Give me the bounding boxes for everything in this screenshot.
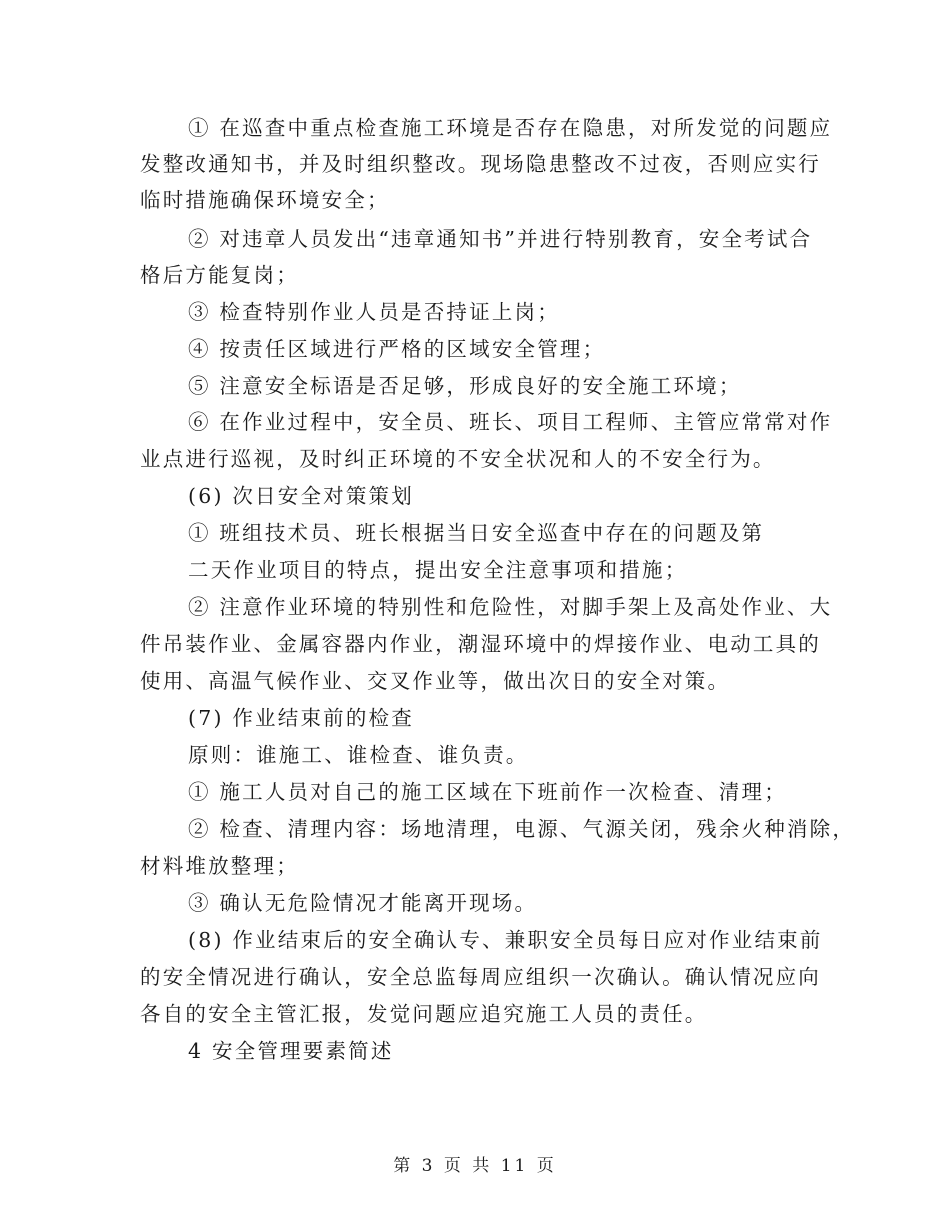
- paragraph-line: ② 对违章人员发出“违章通知书”并进行特别教育，安全考试合: [188, 227, 813, 251]
- page-number-footer: 第 3 页 共 11 页: [393, 1156, 557, 1176]
- paragraph-line: 使用、高温气候作业、交叉作业等，做出次日的安全对策。: [140, 669, 731, 693]
- paragraph-line: 二天作业项目的特点，提出安全注意事项和措施；: [188, 558, 688, 582]
- paragraph-line: ③ 确认无危险情况才能离开现场。: [188, 891, 538, 915]
- paragraph-line: ① 在巡查中重点检查施工环境是否存在隐患，对所发觉的问题应: [188, 116, 833, 140]
- paragraph-line: 临时措施确保环境安全；: [140, 188, 390, 212]
- section-heading: (6) 次日安全对策策划: [188, 484, 414, 508]
- paragraph-line: ① 班组技术员、班长根据当日安全巡查中存在的问题及第: [188, 521, 765, 545]
- section-heading: (7) 作业结束前的检查: [188, 706, 414, 730]
- paragraph-line: ② 注意作业环境的特别性和危险性，对脚手架上及高处作业、大: [188, 595, 833, 619]
- paragraph-line: 原则：谁施工、谁检查、谁负责。: [188, 743, 529, 767]
- paragraph-line: ⑥ 在作业过程中，安全员、班长、项目工程师、主管应常常对作: [188, 410, 833, 434]
- paragraph-line: ① 施工人员对自己的施工区域在下班前作一次检查、清理；: [188, 780, 787, 804]
- paragraph-line: 格后方能复岗；: [140, 263, 299, 287]
- paragraph-line: ④ 按责任区域进行严格的区域安全管理；: [188, 337, 606, 361]
- paragraph-line: ③ 检查特别作业人员是否持证上岗；: [188, 300, 560, 324]
- paragraph-line: 的安全情况进行确认，安全总监每周应组织一次确认。确认情况应向: [140, 965, 821, 989]
- paragraph-line: 材料堆放整理；: [140, 854, 299, 878]
- paragraph-line: 业点进行巡视，及时纠正环境的不安全状况和人的不安全行为。: [140, 447, 776, 471]
- section-heading: (8) 作业结束后的安全确认专、兼职安全员每日应对作业结束前: [188, 928, 823, 952]
- section-heading: 4 安全管理要素简述: [188, 1039, 394, 1063]
- paragraph-line: 件吊装作业、金属容器内作业，潮湿环境中的焊接作业、电动工具的: [140, 632, 821, 656]
- paragraph-line: ② 检查、清理内容：场地清理，电源、气源关闭，残余火种消除，: [188, 817, 856, 841]
- paragraph-line: ⑤ 注意安全标语是否足够，形成良好的安全施工环境；: [188, 374, 742, 398]
- paragraph-line: 各自的安全主管汇报，发觉问题应追究施工人员的责任。: [140, 1002, 708, 1026]
- paragraph-line: 发整改通知书，并及时组织整改。现场隐患整改不过夜，否则应实行: [140, 152, 821, 176]
